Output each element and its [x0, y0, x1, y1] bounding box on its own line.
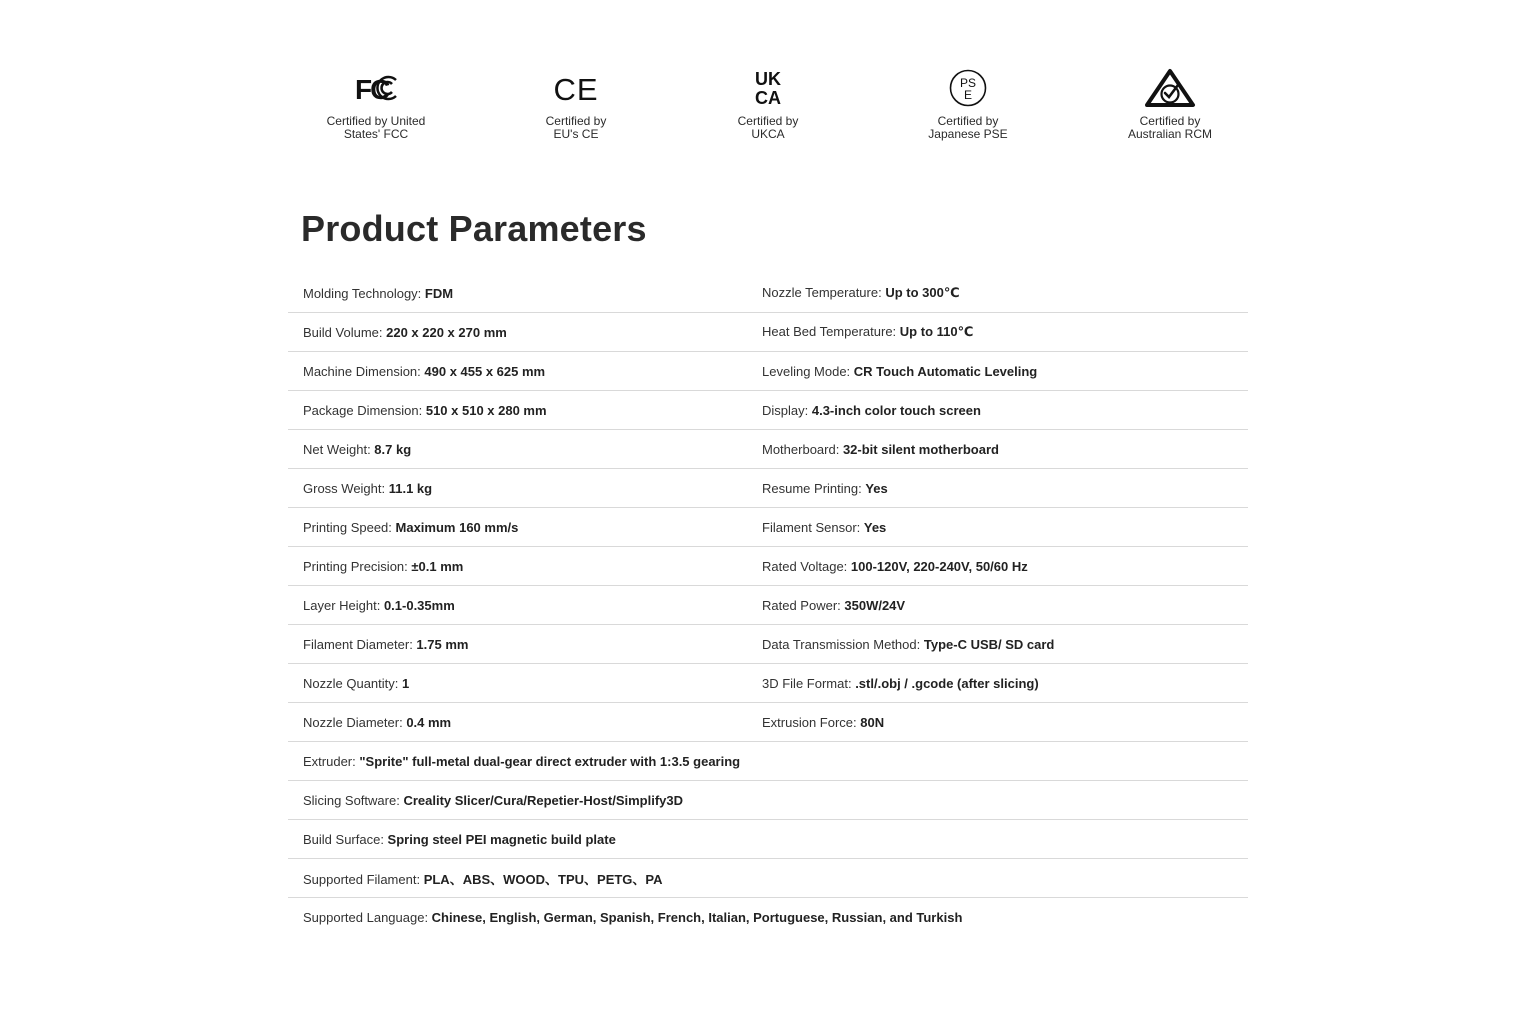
param-cell	[288, 793, 1248, 808]
param-value: 4.3-inch color touch screen	[811, 402, 981, 418]
param-label: Leveling Mode:	[762, 363, 854, 379]
cert-ukca	[688, 66, 848, 141]
table-row	[288, 313, 1248, 352]
param-value: 510 x 510 x 280 mm	[425, 402, 547, 418]
table-row	[288, 430, 1248, 469]
param-label: Rated Voltage:	[762, 558, 851, 574]
param-value: "Sprite" full-metal dual-gear direct extruder with 1:3.5 gearing	[359, 753, 741, 769]
ukca-logo-text-top: UK	[755, 69, 781, 89]
fcc-logo-text: FC	[355, 74, 389, 105]
param-value: Up to 110℃	[899, 324, 974, 339]
table-row	[288, 820, 1248, 859]
table-row	[288, 625, 1248, 664]
param-label: Rated Power:	[762, 597, 845, 613]
param-value: 1.75 mm	[416, 636, 469, 652]
cert-caption: Certified by United States' FCC	[326, 114, 426, 141]
table-row	[288, 742, 1248, 781]
param-label: Machine Dimension:	[303, 363, 425, 379]
param-label: Extrusion Force:	[762, 714, 861, 730]
param-label: Extruder:	[303, 753, 360, 769]
table-row	[288, 274, 1248, 313]
table-row	[288, 391, 1248, 430]
cert-ce	[496, 66, 656, 141]
param-label: Layer Height:	[303, 597, 384, 613]
param-value: Type-C USB/ SD card	[923, 636, 1055, 652]
param-cell	[288, 481, 747, 496]
param-cell	[288, 520, 747, 535]
rcm-icon	[1144, 68, 1196, 108]
cert-caption: Certified by UKCA	[737, 114, 799, 141]
param-label: Supported Filament:	[303, 871, 424, 887]
param-value: 0.4 mm	[406, 714, 452, 730]
param-cell	[747, 481, 1248, 496]
param-cell	[288, 676, 747, 691]
table-row	[288, 469, 1248, 508]
table-row	[288, 781, 1248, 820]
param-cell	[288, 442, 747, 457]
cert-pse	[888, 66, 1048, 141]
param-cell	[288, 869, 1248, 888]
fcc-icon	[354, 72, 398, 104]
ukca-icon	[750, 69, 786, 107]
param-value: 80N	[860, 714, 885, 730]
param-cell	[288, 832, 1248, 847]
pse-icon	[948, 68, 988, 108]
param-value: Spring steel PEI magnetic build plate	[387, 831, 616, 847]
param-cell	[288, 325, 747, 340]
param-cell	[747, 637, 1248, 652]
param-value: 11.1 kg	[388, 480, 433, 496]
cert-caption: Certified by EU's CE	[545, 114, 607, 141]
param-label: Printing Speed:	[303, 519, 396, 535]
param-value: 1	[402, 675, 410, 691]
param-label: Build Volume:	[303, 324, 387, 340]
param-value: Creality Slicer/Cura/Repetier-Host/Simplify3D	[403, 792, 684, 808]
param-cell	[747, 559, 1248, 574]
page-title: Product Parameters	[301, 208, 647, 249]
param-value: PLA、ABS、WOOD、TPU、PETG、PA	[423, 871, 663, 887]
param-cell	[288, 559, 747, 574]
param-value: Yes	[865, 480, 888, 496]
table-row	[288, 859, 1248, 898]
param-value: 8.7 kg	[374, 441, 412, 457]
param-cell	[288, 637, 747, 652]
product-parameters-table	[288, 274, 1248, 936]
param-label: Printing Precision:	[303, 558, 412, 574]
param-label: Motherboard:	[762, 441, 843, 457]
param-cell	[288, 364, 747, 379]
param-cell	[747, 598, 1248, 613]
param-label: Filament Sensor:	[762, 519, 864, 535]
param-cell	[288, 286, 747, 301]
ce-icon	[553, 72, 599, 107]
param-label: Build Surface:	[303, 831, 388, 847]
param-label: 3D File Format:	[762, 675, 856, 691]
param-value: 220 x 220 x 270 mm	[386, 324, 507, 340]
param-cell	[747, 442, 1248, 457]
table-row	[288, 586, 1248, 625]
cert-rcm	[1090, 66, 1250, 141]
param-value: 32-bit silent motherboard	[842, 441, 999, 457]
table-row	[288, 664, 1248, 703]
param-label: Slicing Software:	[303, 792, 404, 808]
param-cell	[288, 598, 747, 613]
param-label: Net Weight:	[303, 441, 375, 457]
param-value: Up to 300℃	[885, 285, 960, 300]
table-row	[288, 352, 1248, 391]
param-value: ±0.1 mm	[411, 558, 464, 574]
param-value: FDM	[424, 285, 454, 301]
param-cell	[747, 364, 1248, 379]
param-value: .stl/.obj / .gcode (after slicing)	[855, 675, 1039, 691]
table-row	[288, 898, 1248, 936]
param-value: CR Touch Automatic Leveling	[853, 363, 1038, 379]
param-value: 350W/24V	[844, 597, 906, 613]
param-value: Chinese, English, German, Spanish, French, Italian, Portuguese, Russian, and Turkish	[431, 909, 963, 925]
param-cell	[747, 676, 1248, 691]
param-label: Nozzle Quantity:	[303, 675, 402, 691]
table-row	[288, 508, 1248, 547]
param-label: Heat Bed Temperature:	[762, 324, 900, 339]
ce-logo-text: CE	[553, 72, 599, 107]
param-cell	[288, 754, 1248, 769]
param-cell	[288, 403, 747, 418]
param-label: Nozzle Diameter:	[303, 714, 407, 730]
cert-caption: Certified by Australian RCM	[1127, 114, 1213, 141]
param-label: Data Transmission Method:	[762, 636, 924, 652]
pse-logo-text-bottom: E	[963, 88, 973, 102]
param-label: Package Dimension:	[303, 402, 426, 418]
param-cell	[288, 910, 1248, 925]
param-value: 0.1-0.35mm	[383, 597, 455, 613]
param-cell	[288, 715, 747, 730]
param-label: Filament Diameter:	[303, 636, 417, 652]
param-label: Supported Language:	[303, 909, 432, 925]
param-cell	[747, 324, 1248, 340]
cert-caption: Certified by Japanese PSE	[928, 114, 1008, 141]
param-value: 490 x 455 x 625 mm	[424, 363, 546, 379]
param-cell	[747, 520, 1248, 535]
param-cell	[747, 285, 1248, 301]
certifications-row	[0, 66, 1536, 156]
param-label: Gross Weight:	[303, 480, 389, 496]
ukca-logo-text-bottom: CA	[755, 88, 781, 108]
param-label: Resume Printing:	[762, 480, 866, 496]
param-cell	[747, 403, 1248, 418]
param-label: Nozzle Temperature:	[762, 285, 886, 300]
pse-logo-text-top: PS	[959, 76, 977, 90]
table-row	[288, 547, 1248, 586]
cert-fcc	[296, 66, 456, 141]
table-row	[288, 703, 1248, 742]
param-value: 100-120V, 220-240V, 50/60 Hz	[850, 558, 1028, 574]
param-label: Molding Technology:	[303, 285, 425, 301]
param-value: Maximum 160 mm/s	[395, 519, 519, 535]
param-value: Yes	[863, 519, 887, 535]
param-label: Display:	[762, 402, 812, 418]
param-cell	[747, 715, 1248, 730]
